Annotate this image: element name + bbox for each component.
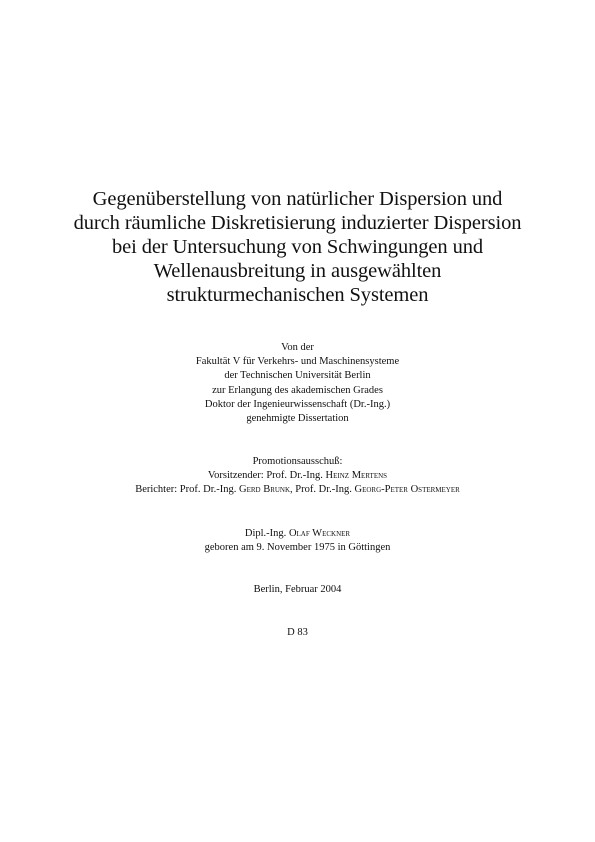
reviewers-prefix: Berichter: Prof. Dr.-Ing.: [135, 484, 237, 496]
author-birth: geboren am 9. November 1975 in Göttingen: [204, 542, 391, 554]
d-number-text: D 83: [287, 627, 308, 638]
faculty-line: der Technischen Universität Berlin: [224, 370, 371, 382]
place-date-text: Berlin, Februar 2004: [253, 584, 342, 595]
committee-heading: Promotionsausschuß:: [252, 456, 343, 467]
chair-name: Heinz Mertens: [325, 470, 388, 482]
faculty-line: genehmigte Dissertation: [246, 413, 349, 425]
committee-block: [20, 455, 575, 498]
faculty-line: Von der: [281, 342, 314, 353]
reviewers-separator: , Prof. Dr.-Ing.: [290, 484, 352, 496]
committee-reviewers: [20, 483, 575, 497]
title-line: bei der Untersuchung von Schwingungen und: [111, 236, 484, 258]
faculty-line: Doktor der Ingenieurwissenschaft (Dr.-Ing.): [204, 398, 391, 410]
chair-prefix: Vorsitzender: Prof. Dr.-Ing.: [207, 470, 323, 482]
title-line: durch räumliche Diskretisierung induzierter Dispersion: [73, 212, 522, 234]
author-name: Olaf Weckner: [288, 528, 351, 539]
author-line: [20, 527, 575, 541]
reviewer1-name: Gerd Brunk: [239, 484, 291, 496]
dissertation-title: [40, 187, 555, 307]
reviewer2-name: Georg-Peter Ostermeyer: [354, 484, 460, 496]
committee-chair: [20, 469, 575, 483]
title-line: Gegenüberstellung von natürlicher Dispersion und: [92, 188, 503, 210]
author-block: [20, 527, 575, 555]
author-prefix: Dipl.-Ing.: [244, 528, 287, 539]
d-number: [20, 626, 575, 640]
title-line: strukturmechanischen Systemen: [166, 284, 429, 306]
title-line: Wellenausbreitung in ausgewählten: [153, 260, 442, 282]
faculty-line: Fakultät V für Verkehrs- und Maschinensysteme: [195, 356, 400, 368]
faculty-statement: [20, 341, 575, 426]
place-date: [20, 583, 575, 597]
faculty-line: zur Erlangung des akademischen Grades: [212, 384, 383, 396]
